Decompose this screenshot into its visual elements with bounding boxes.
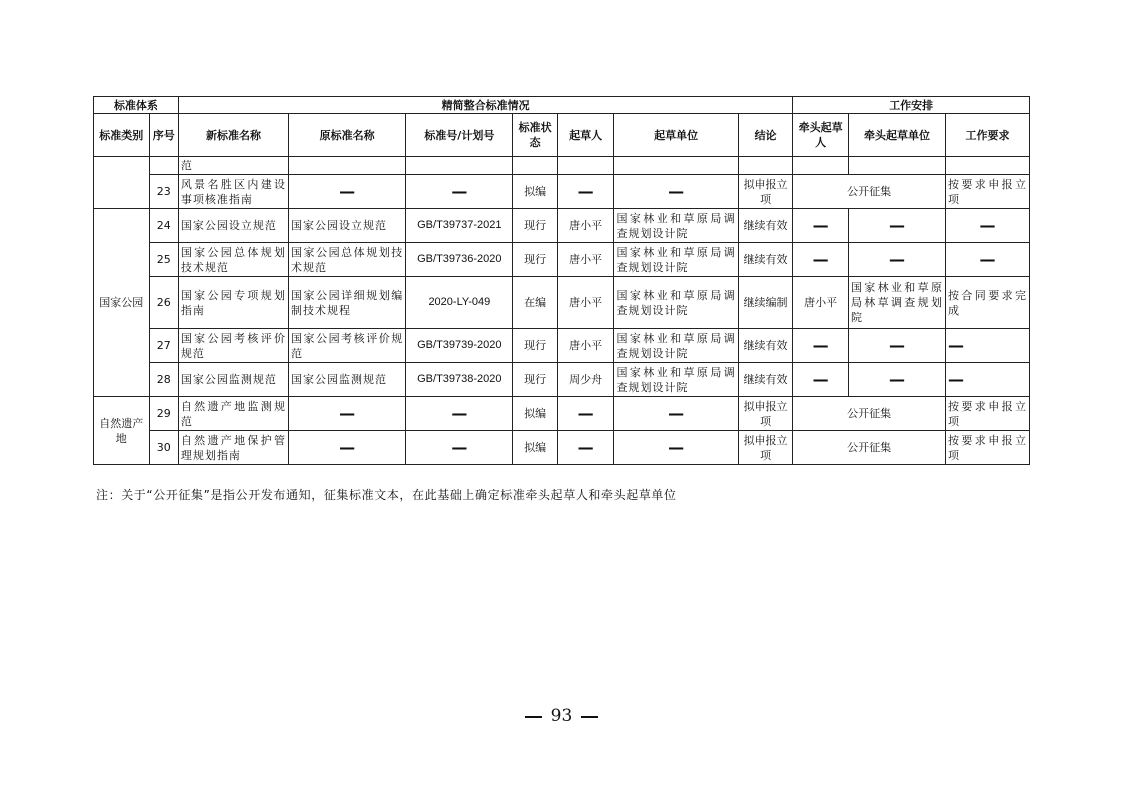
table-row (94, 329, 1030, 363)
conclusion-cell: 继续有效 (738, 209, 793, 243)
lead-unit-cell: — (848, 243, 945, 277)
col-conclusion: 结论 (738, 114, 793, 157)
status-cell: 现行 (513, 363, 557, 397)
table-row (94, 277, 1030, 329)
col-lead-drafter: 牵头起草人 (793, 114, 849, 157)
table-row (94, 209, 1030, 243)
new-name-cell: 国家公园考核评价规范 (178, 329, 288, 363)
seq-cell: 23 (149, 175, 178, 209)
table-row (94, 175, 1030, 209)
draft-unit-cell: 国家林业和草原局调查规划设计院 (614, 363, 738, 397)
seq-cell: 25 (149, 243, 178, 277)
table-row (94, 363, 1030, 397)
col-lead-unit: 牵头起草单位 (848, 114, 945, 157)
std-no-cell: GB/T39739-2020 (406, 329, 513, 363)
std-no-cell: — (406, 175, 513, 209)
conclusion-cell: 拟申报立项 (738, 397, 793, 431)
col-drafter: 起草人 (557, 114, 614, 157)
new-name-cell: 国家公园设立规范 (178, 209, 288, 243)
col-requirement: 工作要求 (945, 114, 1029, 157)
lead-drafter-cell: — (793, 329, 849, 363)
orig-name-cell: — (289, 397, 406, 431)
new-name-cell: 范 (178, 157, 288, 175)
status-cell: 拟编 (513, 397, 557, 431)
requirement-cell: 按要求申报立项 (945, 397, 1029, 431)
col-orig-name: 原标准名称 (289, 114, 406, 157)
drafter-cell: 唐小平 (557, 243, 614, 277)
std-no-cell: 2020-LY-049 (406, 277, 513, 329)
conclusion-cell: 拟申报立项 (738, 431, 793, 465)
conclusion-cell: 继续编制 (738, 277, 793, 329)
requirement-cell: — (945, 243, 1029, 277)
col-new-name: 新标准名称 (178, 114, 288, 157)
draft-unit-cell: 国家林业和草原局调查规划设计院 (614, 243, 738, 277)
requirement-cell: 按合同要求完成 (945, 277, 1029, 329)
table-row (94, 397, 1030, 431)
lead-unit-cell: — (848, 363, 945, 397)
seq-cell: 28 (149, 363, 178, 397)
drafter-cell: — (557, 175, 614, 209)
category-cell: 自然遗产地 (94, 397, 150, 465)
new-name-cell: 风景名胜区内建设事项核准指南 (178, 175, 288, 209)
drafter-cell: 唐小平 (557, 209, 614, 243)
col-category: 标准类别 (94, 114, 150, 157)
lead-drafter-cell: 唐小平 (793, 277, 849, 329)
requirement-cell: — (945, 329, 1029, 363)
orig-name-cell: 国家公园考核评价规范 (289, 329, 406, 363)
status-cell: 拟编 (513, 175, 557, 209)
category-cell (94, 157, 150, 209)
seq-cell: 27 (149, 329, 178, 363)
orig-name-cell: — (289, 431, 406, 465)
requirement-cell: 按要求申报立项 (945, 431, 1029, 465)
col-std-no: 标准号/计划号 (406, 114, 513, 157)
table-row (94, 157, 1030, 175)
conclusion-cell: 继续有效 (738, 243, 793, 277)
orig-name-cell: — (289, 175, 406, 209)
drafter-cell: — (557, 431, 614, 465)
seq-cell: 29 (149, 397, 178, 431)
std-no-cell: GB/T39737-2021 (406, 209, 513, 243)
new-name-cell: 国家公园专项规划指南 (178, 277, 288, 329)
col-draft-unit: 起草单位 (614, 114, 738, 157)
std-no-cell: — (406, 431, 513, 465)
group-header-row (94, 97, 1030, 114)
conclusion-cell: 继续有效 (738, 363, 793, 397)
status-cell: 现行 (513, 329, 557, 363)
column-header-row (94, 114, 1030, 157)
orig-name-cell: 国家公园详细规划编制技术规程 (289, 277, 406, 329)
dash-left-icon (525, 716, 542, 718)
lead-drafter-cell: — (793, 243, 849, 277)
drafter-cell: 唐小平 (557, 277, 614, 329)
draft-unit-cell: 国家林业和草原局调查规划设计院 (614, 209, 738, 243)
draft-unit-cell: 国家林业和草原局调查规划设计院 (614, 277, 738, 329)
seq-cell: 24 (149, 209, 178, 243)
new-name-cell: 国家公园总体规划技术规范 (178, 243, 288, 277)
status-cell: 现行 (513, 243, 557, 277)
std-no-cell: GB/T39736-2020 (406, 243, 513, 277)
group-header-system: 标准体系 (94, 97, 179, 114)
dash-right-icon (581, 716, 598, 718)
drafter-cell: 唐小平 (557, 329, 614, 363)
lead-unit-cell: 国家林业和草原局林草调查规划院 (848, 277, 945, 329)
lead-cell: 公开征集 (793, 175, 946, 209)
orig-name-cell: 国家公园设立规范 (289, 209, 406, 243)
col-status: 标准状态 (513, 114, 557, 157)
orig-name-cell: 国家公园监测规范 (289, 363, 406, 397)
conclusion-cell: 继续有效 (738, 329, 793, 363)
new-name-cell: 国家公园监测规范 (178, 363, 288, 397)
std-no-cell: — (406, 397, 513, 431)
status-cell: 在编 (513, 277, 557, 329)
table-row (94, 243, 1030, 277)
draft-unit-cell: — (614, 397, 738, 431)
drafter-cell: — (557, 397, 614, 431)
group-header-integration: 精简整合标准情况 (178, 97, 793, 114)
group-header-work: 工作安排 (793, 97, 1030, 114)
page-number (0, 706, 1123, 726)
conclusion-cell: 拟申报立项 (738, 175, 793, 209)
lead-cell: 公开征集 (793, 431, 946, 465)
category-cell: 国家公园 (94, 209, 150, 397)
status-cell: 现行 (513, 209, 557, 243)
seq-cell: 30 (149, 431, 178, 465)
new-name-cell: 自然遗产地监测规范 (178, 397, 288, 431)
draft-unit-cell: — (614, 431, 738, 465)
draft-unit-cell: 国家林业和草原局调查规划设计院 (614, 329, 738, 363)
lead-unit-cell: — (848, 329, 945, 363)
lead-unit-cell: — (848, 209, 945, 243)
col-seq: 序号 (149, 114, 178, 157)
seq-cell: 26 (149, 277, 178, 329)
requirement-cell: 按要求申报立项 (945, 175, 1029, 209)
lead-cell: 公开征集 (793, 397, 946, 431)
requirement-cell: — (945, 209, 1029, 243)
page-number-text: 93 (550, 706, 573, 726)
new-name-cell: 自然遗产地保护管理规划指南 (178, 431, 288, 465)
table-row (94, 431, 1030, 465)
status-cell: 拟编 (513, 431, 557, 465)
standards-table (93, 96, 1030, 465)
lead-drafter-cell: — (793, 363, 849, 397)
drafter-cell: 周少舟 (557, 363, 614, 397)
std-no-cell: GB/T39738-2020 (406, 363, 513, 397)
orig-name-cell: 国家公园总体规划技术规范 (289, 243, 406, 277)
lead-drafter-cell: — (793, 209, 849, 243)
draft-unit-cell: — (614, 175, 738, 209)
requirement-cell: — (945, 363, 1029, 397)
footnote: 注：关于“公开征集”是指公开发布通知，征集标准文本，在此基础上确定标准牵头起草人和牵头起草单位 (96, 488, 677, 502)
